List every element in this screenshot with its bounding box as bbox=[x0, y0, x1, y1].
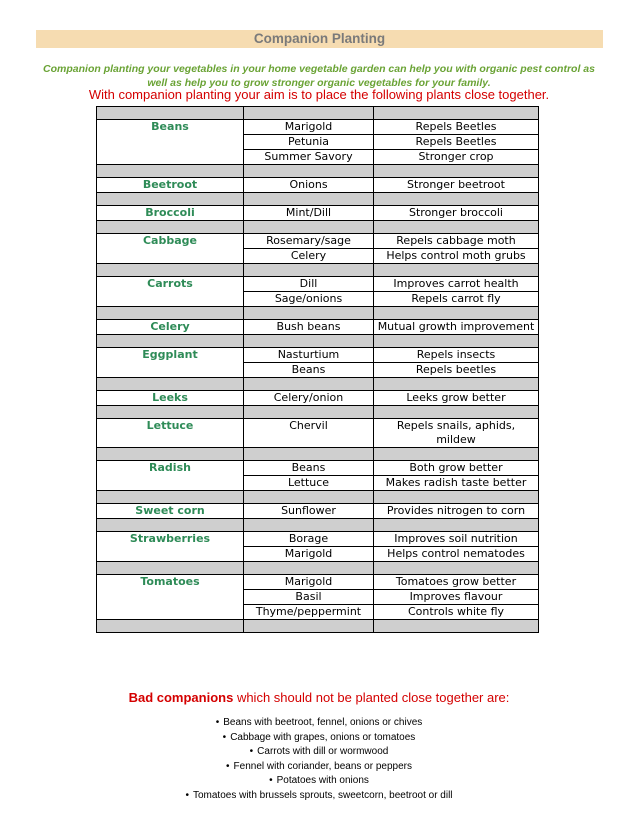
spacer-cell bbox=[97, 307, 244, 320]
spacer-cell bbox=[97, 519, 244, 532]
table-row bbox=[97, 575, 539, 590]
companion-plant: Beans bbox=[244, 363, 374, 378]
plant-name: Sweet corn bbox=[97, 504, 244, 519]
companion-plant: Thyme/peppermint bbox=[244, 605, 374, 620]
plant-name: Cabbage bbox=[97, 234, 244, 264]
spacer-cell bbox=[244, 519, 374, 532]
spacer-cell bbox=[244, 165, 374, 178]
spacer-cell bbox=[244, 335, 374, 348]
table-spacer-row bbox=[97, 620, 539, 633]
spacer-cell bbox=[97, 193, 244, 206]
plant-name: Broccoli bbox=[97, 206, 244, 221]
spacer-cell bbox=[244, 406, 374, 419]
companion-plant: Onions bbox=[244, 178, 374, 193]
companion-benefit: Repels insects bbox=[374, 348, 539, 363]
plant-name: Strawberries bbox=[97, 532, 244, 562]
table-spacer-row bbox=[97, 165, 539, 178]
spacer-cell bbox=[244, 562, 374, 575]
companion-benefit: Repels carrot fly bbox=[374, 292, 539, 307]
companion-benefit: Repels Beetles bbox=[374, 135, 539, 150]
list-item-text: Fennel with coriander, beans or peppers bbox=[233, 760, 412, 772]
companion-plant: Marigold bbox=[244, 547, 374, 562]
spacer-cell bbox=[97, 335, 244, 348]
companion-benefit: Improves soil nutrition bbox=[374, 532, 539, 547]
companion-benefit: Improves flavour bbox=[374, 590, 539, 605]
spacer-cell bbox=[374, 491, 539, 504]
table-row bbox=[97, 391, 539, 406]
intro-text bbox=[30, 62, 608, 90]
table-row bbox=[97, 320, 539, 335]
companion-plant: Sunflower bbox=[244, 504, 374, 519]
bullet-icon: • bbox=[269, 775, 273, 786]
table-row bbox=[97, 277, 539, 292]
companion-benefit: Helps control moth grubs bbox=[374, 249, 539, 264]
list-item bbox=[30, 716, 608, 731]
plant-name: Leeks bbox=[97, 391, 244, 406]
spacer-cell bbox=[97, 448, 244, 461]
table-row bbox=[97, 504, 539, 519]
spacer-cell bbox=[374, 562, 539, 575]
table-spacer-row bbox=[97, 221, 539, 234]
aim-text: With companion planting your aim is to place the following plants close together. bbox=[88, 87, 550, 102]
table-spacer-row bbox=[97, 335, 539, 348]
plant-name: Tomatoes bbox=[97, 575, 244, 620]
companion-plant: Marigold bbox=[244, 120, 374, 135]
table-spacer-row bbox=[97, 406, 539, 419]
companion-benefit: Provides nitrogen to corn bbox=[374, 504, 539, 519]
table-spacer-row bbox=[97, 193, 539, 206]
companion-table bbox=[96, 106, 539, 633]
spacer-cell bbox=[97, 264, 244, 277]
bad-companions-heading-rest: which should not be planted close together are: bbox=[233, 690, 510, 705]
list-item bbox=[30, 745, 608, 760]
companion-plant: Marigold bbox=[244, 575, 374, 590]
companion-plant: Sage/onions bbox=[244, 292, 374, 307]
companion-benefit: Stronger beetroot bbox=[374, 178, 539, 193]
table-spacer-row bbox=[97, 519, 539, 532]
spacer-cell bbox=[374, 264, 539, 277]
spacer-cell bbox=[97, 165, 244, 178]
list-item-text: Potatoes with onions bbox=[276, 775, 369, 786]
plant-name: Beetroot bbox=[97, 178, 244, 193]
spacer-cell bbox=[374, 307, 539, 320]
companion-plant: Petunia bbox=[244, 135, 374, 150]
companion-plant: Mint/Dill bbox=[244, 206, 374, 221]
table-row bbox=[97, 461, 539, 476]
companion-table-body bbox=[97, 107, 539, 633]
plant-name: Carrots bbox=[97, 277, 244, 307]
companion-plant: Lettuce bbox=[244, 476, 374, 491]
spacer-cell bbox=[374, 519, 539, 532]
spacer-cell bbox=[374, 107, 539, 120]
intro-line-2: well as help you to grow stronger organic vegetables for your family. bbox=[147, 77, 491, 89]
list-item bbox=[30, 789, 608, 804]
spacer-cell bbox=[374, 378, 539, 391]
bad-companions-heading-bold: Bad companions bbox=[128, 690, 234, 705]
companion-benefit: Improves carrot health bbox=[374, 277, 539, 292]
spacer-cell bbox=[97, 107, 244, 120]
spacer-cell bbox=[374, 620, 539, 633]
table-row bbox=[97, 234, 539, 249]
companion-benefit: Helps control nematodes bbox=[374, 547, 539, 562]
spacer-cell bbox=[244, 264, 374, 277]
companion-plant: Nasturtium bbox=[244, 348, 374, 363]
page-title: Companion Planting bbox=[36, 30, 603, 48]
spacer-cell bbox=[97, 491, 244, 504]
companion-benefit: Repels beetles bbox=[374, 363, 539, 378]
companion-benefit: Repels Beetles bbox=[374, 120, 539, 135]
companion-plant: Beans bbox=[244, 461, 374, 476]
companion-plant: Borage bbox=[244, 532, 374, 547]
plant-name: Beans bbox=[97, 120, 244, 165]
companion-plant: Dill bbox=[244, 277, 374, 292]
spacer-cell bbox=[374, 165, 539, 178]
spacer-cell bbox=[374, 406, 539, 419]
companion-benefit: Leeks grow better bbox=[374, 391, 539, 406]
companion-plant: Rosemary/sage bbox=[244, 234, 374, 249]
companion-plant: Celery/onion bbox=[244, 391, 374, 406]
plant-name: Celery bbox=[97, 320, 244, 335]
list-item bbox=[30, 774, 608, 789]
spacer-cell bbox=[244, 193, 374, 206]
list-item-text: Carrots with dill or wormwood bbox=[257, 746, 389, 757]
list-item-text: Cabbage with grapes, onions or tomatoes bbox=[230, 731, 416, 743]
table-row bbox=[97, 348, 539, 363]
companion-plant: Summer Savory bbox=[244, 150, 374, 165]
table-spacer-row bbox=[97, 264, 539, 277]
table-spacer-row bbox=[97, 491, 539, 504]
companion-benefit: Repels cabbage moth bbox=[374, 234, 539, 249]
bullet-icon: • bbox=[185, 789, 189, 801]
intro-line-1: Companion planting your vegetables in your home vegetable garden can help you with organic pest control as bbox=[43, 63, 595, 75]
list-item bbox=[30, 760, 608, 775]
table-row bbox=[97, 206, 539, 221]
spacer-cell bbox=[97, 221, 244, 234]
table-spacer-row bbox=[97, 307, 539, 320]
table-row bbox=[97, 532, 539, 547]
list-item-text: Tomatoes with brussels sprouts, sweetcorn, beetroot or dill bbox=[192, 789, 453, 801]
plant-name: Radish bbox=[97, 461, 244, 491]
spacer-cell bbox=[244, 307, 374, 320]
spacer-cell bbox=[244, 107, 374, 120]
bad-companions-heading bbox=[30, 690, 608, 706]
list-item-text: Beans with beetroot, fennel, onions or chives bbox=[223, 717, 423, 728]
companion-plant: Bush beans bbox=[244, 320, 374, 335]
spacer-cell bbox=[244, 448, 374, 461]
companion-plant: Chervil bbox=[244, 419, 374, 448]
companion-benefit: Makes radish taste better bbox=[374, 476, 539, 491]
table-spacer-row bbox=[97, 448, 539, 461]
spacer-cell bbox=[97, 406, 244, 419]
spacer-cell bbox=[244, 620, 374, 633]
table-row bbox=[97, 178, 539, 193]
companion-benefit: Mutual growth improvement bbox=[374, 320, 539, 335]
table-row bbox=[97, 120, 539, 135]
spacer-cell bbox=[374, 448, 539, 461]
bullet-icon: • bbox=[222, 731, 227, 743]
plant-name: Eggplant bbox=[97, 348, 244, 378]
spacer-cell bbox=[244, 221, 374, 234]
companion-benefit: Both grow better bbox=[374, 461, 539, 476]
companion-benefit: Tomatoes grow better bbox=[374, 575, 539, 590]
list-item bbox=[30, 731, 608, 746]
table-spacer-row bbox=[97, 378, 539, 391]
companion-plant: Basil bbox=[244, 590, 374, 605]
table-spacer-row bbox=[97, 107, 539, 120]
companion-benefit: Controls white fly bbox=[374, 605, 539, 620]
plant-name: Lettuce bbox=[97, 419, 244, 448]
companion-benefit: Stronger broccoli bbox=[374, 206, 539, 221]
spacer-cell bbox=[244, 378, 374, 391]
companion-benefit: Repels snails, aphids, mildew bbox=[374, 419, 539, 448]
bullet-icon: • bbox=[215, 717, 220, 728]
table-spacer-row bbox=[97, 562, 539, 575]
companion-benefit: Stronger crop bbox=[374, 150, 539, 165]
spacer-cell bbox=[97, 378, 244, 391]
spacer-cell bbox=[374, 193, 539, 206]
spacer-cell bbox=[374, 221, 539, 234]
bullet-icon: • bbox=[226, 760, 230, 772]
table-row bbox=[97, 419, 539, 448]
spacer-cell bbox=[244, 491, 374, 504]
companion-table-wrapper bbox=[96, 106, 538, 633]
bullet-icon: • bbox=[249, 746, 254, 757]
companion-plant: Celery bbox=[244, 249, 374, 264]
spacer-cell bbox=[97, 562, 244, 575]
spacer-cell bbox=[97, 620, 244, 633]
spacer-cell bbox=[374, 335, 539, 348]
bad-companions-list bbox=[30, 716, 608, 803]
